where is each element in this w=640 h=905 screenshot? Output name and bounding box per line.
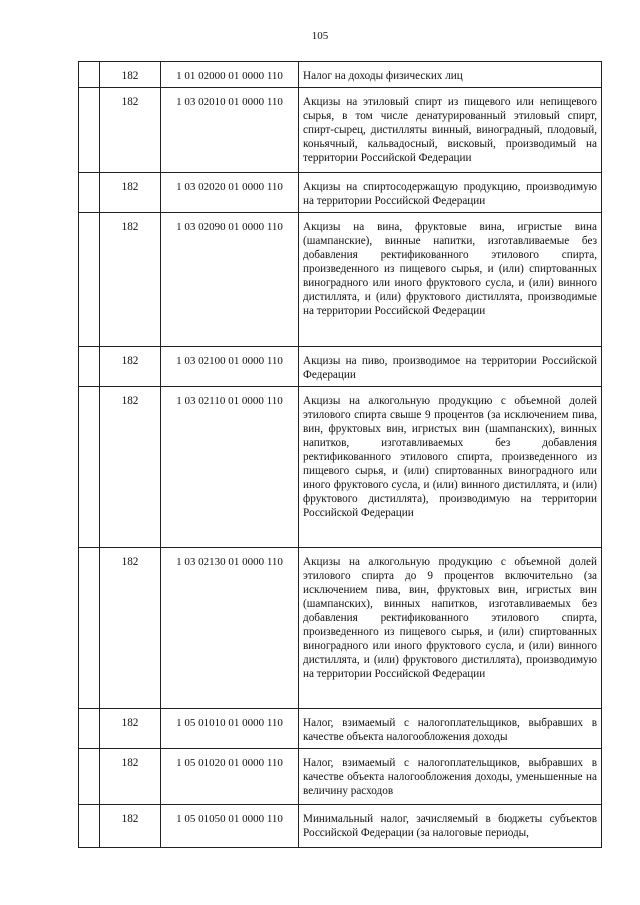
blank-cell bbox=[79, 387, 100, 548]
budget-code-cell: 1 03 02100 01 0000 110 bbox=[161, 347, 299, 387]
blank-cell bbox=[79, 173, 100, 213]
table-row bbox=[79, 387, 602, 548]
table-row bbox=[79, 548, 602, 709]
admin-code-cell: 182 bbox=[100, 173, 161, 213]
table-row bbox=[79, 62, 602, 88]
budget-code-cell: 1 03 02130 01 0000 110 bbox=[161, 548, 299, 709]
budget-code-cell: 1 03 02110 01 0000 110 bbox=[161, 387, 299, 548]
admin-code-cell: 182 bbox=[100, 749, 161, 805]
admin-code-cell: 182 bbox=[100, 548, 161, 709]
admin-code-cell: 182 bbox=[100, 709, 161, 749]
revenue-name-cell: Акцизы на алкогольную продукцию с объемной долей этилового спирта свыше 9 процентов (за исключением пива, вин, фруктовых вин, игристых вин (шампанских), винных напитков, изготавливаемых без добавления ректификованного этилового спирта, произведенного из пищевого сырья, и (или) спиртованных виноградного или иного фруктового сусла, и (или) винного дистиллята, и (или) фруктового дистиллята), производимую на территории Российской Федерации bbox=[299, 387, 602, 548]
budget-code-cell: 1 01 02000 01 0000 110 bbox=[161, 62, 299, 88]
revenue-name-cell: Акцизы на алкогольную продукцию с объемной долей этилового спирта до 9 процентов включительно (за исключением пива, вин, фруктовых вин, игристых вин (шампанских), винных напитков, изготавливаемых без добавления ректификованного этилового спирта, произведенного из пищевого сырья, и (или) спиртованных виноградного или иного фруктового сусла, и (или) винного дистиллята, и (или) фруктового дистиллята), производимую на территории Российской Федерации bbox=[299, 548, 602, 709]
revenue-name-cell: Акцизы на этиловый спирт из пищевого или непищевого сырья, в том числе денатурированный этиловый спирт, спирт-сырец, дистилляты винный, виноградный, плодовый, коньячный, кальвадосный, висковый, производимый на территории Российской Федерации bbox=[299, 88, 602, 173]
admin-code-cell: 182 bbox=[100, 805, 161, 848]
blank-cell bbox=[79, 213, 100, 347]
revenue-name-cell: Налог, взимаемый с налогоплательщиков, выбравших в качестве объекта налогообложения доходы, уменьшенные на величину расходов bbox=[299, 749, 602, 805]
revenue-name-cell: Налог, взимаемый с налогоплательщиков, выбравших в качестве объекта налогообложения доходы bbox=[299, 709, 602, 749]
revenue-name-cell: Акцизы на пиво, производимое на территории Российской Федерации bbox=[299, 347, 602, 387]
table-row bbox=[79, 347, 602, 387]
table-row bbox=[79, 805, 602, 848]
blank-cell bbox=[79, 709, 100, 749]
blank-cell bbox=[79, 347, 100, 387]
blank-cell bbox=[79, 62, 100, 88]
page-number: 105 bbox=[311, 30, 329, 42]
revenue-name-cell: Налог на доходы физических лиц bbox=[299, 62, 602, 88]
budget-code-cell: 1 05 01020 01 0000 110 bbox=[161, 749, 299, 805]
blank-cell bbox=[79, 805, 100, 848]
budget-code-cell: 1 03 02020 01 0000 110 bbox=[161, 173, 299, 213]
admin-code-cell: 182 bbox=[100, 347, 161, 387]
table-row bbox=[79, 709, 602, 749]
revenue-name-cell: Акцизы на вина, фруктовые вина, игристые вина (шампанские), винные напитки, изготавливаемые без добавления ректификованного этилового спирта, произведенного из пищевого сырья, и (или) спиртованных виноградного или иного фруктового сусла, и (или) винного дистиллята, и (или) фруктового дистиллята, производимые на территории Российской Федерации bbox=[299, 213, 602, 347]
table-row bbox=[79, 749, 602, 805]
admin-code-cell: 182 bbox=[100, 62, 161, 88]
budget-code-cell: 1 03 02010 01 0000 110 bbox=[161, 88, 299, 173]
admin-code-cell: 182 bbox=[100, 213, 161, 347]
admin-code-cell: 182 bbox=[100, 387, 161, 548]
table-row bbox=[79, 213, 602, 347]
blank-cell bbox=[79, 548, 100, 709]
blank-cell bbox=[79, 88, 100, 173]
table-row bbox=[79, 173, 602, 213]
revenue-name-cell: Минимальный налог, зачисляемый в бюджеты субъектов Российской Федерации (за налоговые периоды, bbox=[299, 805, 602, 848]
table-row bbox=[79, 88, 602, 173]
budget-classification-table bbox=[78, 61, 602, 848]
budget-code-cell: 1 05 01050 01 0000 110 bbox=[161, 805, 299, 848]
admin-code-cell: 182 bbox=[100, 88, 161, 173]
budget-code-cell: 1 03 02090 01 0000 110 bbox=[161, 213, 299, 347]
blank-cell bbox=[79, 749, 100, 805]
revenue-name-cell: Акцизы на спиртосодержащую продукцию, производимую на территории Российской Федерации bbox=[299, 173, 602, 213]
budget-code-cell: 1 05 01010 01 0000 110 bbox=[161, 709, 299, 749]
